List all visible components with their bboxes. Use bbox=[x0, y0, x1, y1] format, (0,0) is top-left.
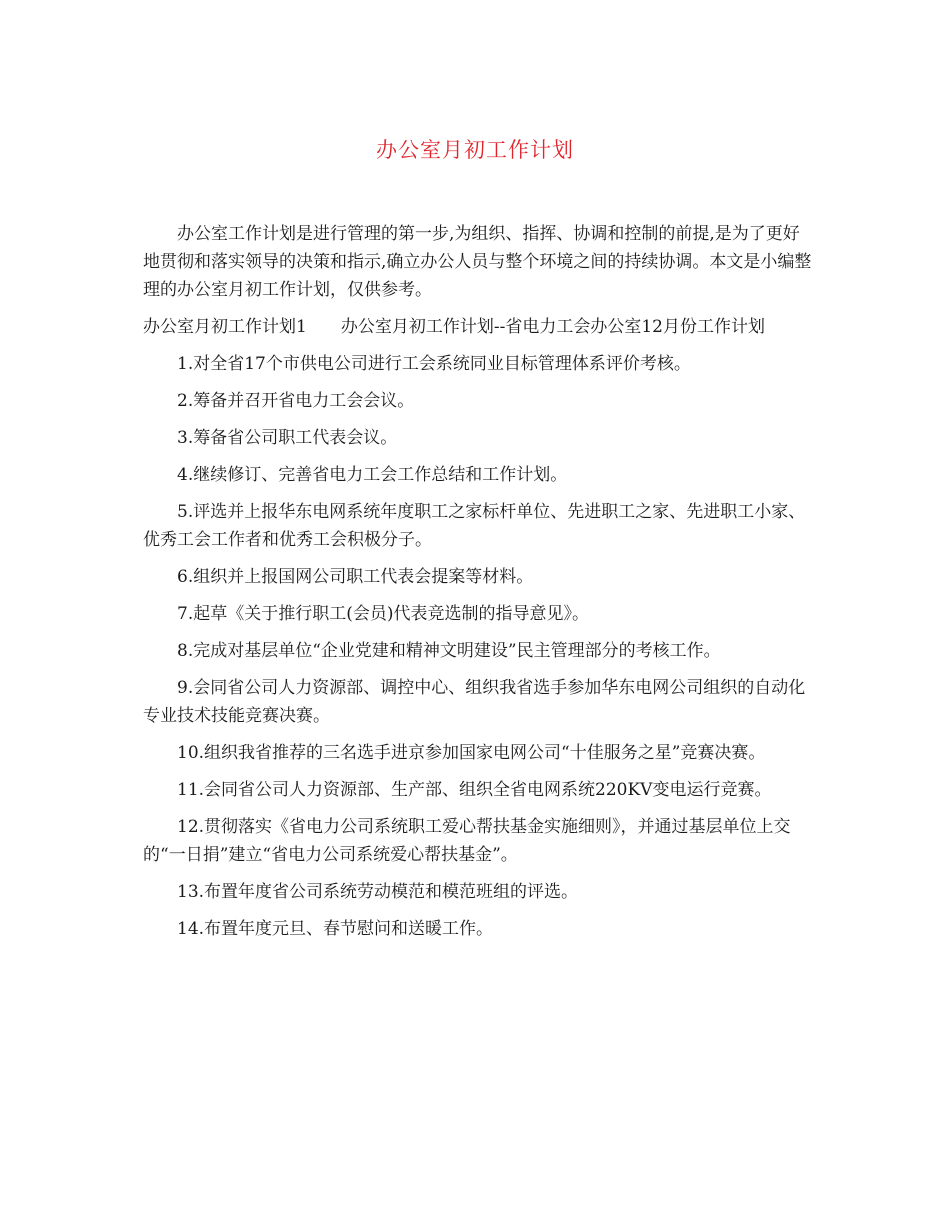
intro-paragraph: 办公室工作计划是进行管理的第一步,为组织、指挥、协调和控制的前提,是为了更好地贯彻和落实领导的决策和指示,确立办公人员与整个环境之间的持续协调。本文是小编整理的办公室月初工作计划，仅供参考。 bbox=[143, 224, 812, 300]
plan-item-7: 7.起草《关于推行职工(会员)代表竞选制的指导意见》。 bbox=[177, 604, 589, 624]
plan-item-3: 3.筹备省公司职工代表会议。 bbox=[177, 428, 398, 448]
plan-item-14: 14.布置年度元旦、春节慰问和送暖工作。 bbox=[177, 919, 494, 939]
plan-label: 办公室月初工作计划1 bbox=[143, 317, 307, 337]
document-body bbox=[143, 220, 813, 952]
plan-item-9: 9.会同省公司人力资源部、调控中心、组织我省选手参加华东电网公司组织的自动化专业技术技能竞赛决赛。 bbox=[143, 678, 806, 726]
plan-item-5: 5.评选并上报华东电网系统年度职工之家标杆单位、先进职工之家、先进职工小家、优秀工会工作者和优秀工会积极分子。 bbox=[143, 502, 806, 550]
plan-heading: 办公室月初工作计划--省电力工会办公室12月份工作计划 bbox=[340, 317, 765, 337]
plan-item-1: 1.对全省17个市供电公司进行工会系统同业目标管理体系评价考核。 bbox=[177, 354, 691, 374]
plan-item-13: 13.布置年度省公司系统劳动模范和模范班组的评选。 bbox=[177, 882, 579, 902]
plan-item-2: 2.筹备并召开省电力工会会议。 bbox=[177, 391, 415, 411]
plan-item-12: 12.贯彻落实《省电力公司系统职工爱心帮扶基金实施细则》，并通过基层单位上交的“一日捐”建立“省电力公司系统爱心帮扶基金”。 bbox=[143, 817, 791, 865]
plan-item-6: 6.组织并上报国网公司职工代表会提案等材料。 bbox=[177, 567, 534, 587]
document-title: 办公室月初工作计划 bbox=[376, 138, 574, 162]
plan-item-10: 10.组织我省推荐的三名选手进京参加国家电网公司“十佳服务之星”竞赛决赛。 bbox=[177, 743, 766, 763]
plan-heading-line bbox=[143, 313, 813, 341]
plan-item-11: 11.会同省公司人力资源部、生产部、组织全省电网系统220KV变电运行竞赛。 bbox=[177, 780, 772, 800]
plan-item-8: 8.完成对基层单位“企业党建和精神文明建设”民主管理部分的考核工作。 bbox=[177, 641, 721, 661]
plan-item-4: 4.继续修订、完善省电力工会工作总结和工作计划。 bbox=[177, 465, 568, 485]
